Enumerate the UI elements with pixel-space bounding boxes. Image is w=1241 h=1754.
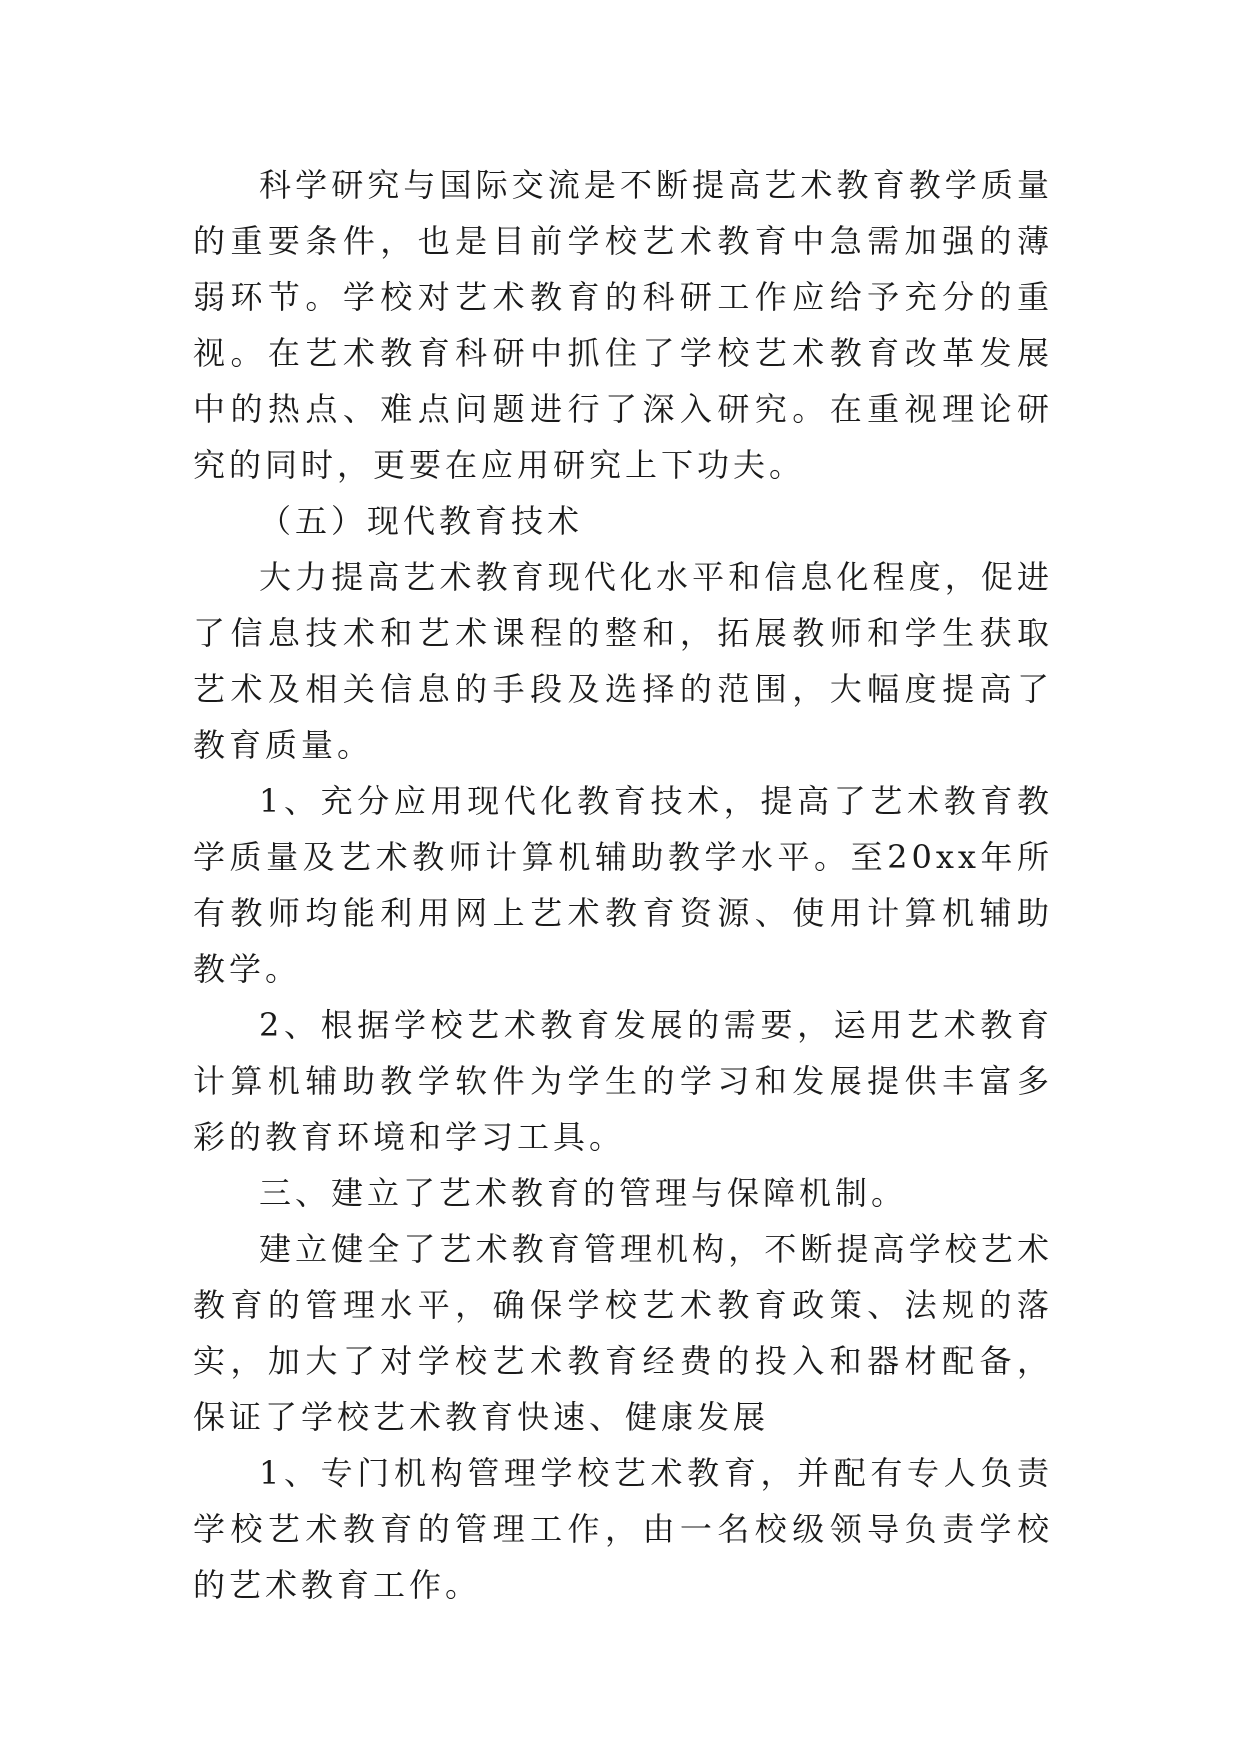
paragraph-item-1-dedicated-staff: 1、专门机构管理学校艺术教育，并配有专人负责学校艺术教育的管理工作，由一名校级领导负责学校的艺术教育工作。 <box>193 1454 1053 1604</box>
paragraph-item-2-software: 2、根据学校艺术教育发展的需要，运用艺术教育计算机辅助教学软件为学生的学习和发展提供丰富多彩的教育环境和学习工具。 <box>193 1006 1053 1156</box>
paragraph-modernization: 大力提高艺术教育现代化水平和信息化程度，促进了信息技术和艺术课程的整和，拓展教师和学生获取艺术及相关信息的手段及选择的范围，大幅度提高了教育质量。 <box>193 558 1053 764</box>
paragraph-research-exchange: 科学研究与国际交流是不断提高艺术教育教学质量的重要条件，也是目前学校艺术教育中急需加强的薄弱环节。学校对艺术教育的科研工作应给予充分的重视。在艺术教育科研中抓住了学校艺术教育改革发展中的热点、难点问题进行了深入研究。在重视理论研究的同时，更要在应用研究上下功夫。 <box>193 166 1053 484</box>
document-body <box>193 157 1053 1613</box>
paragraph-item-1-tech: 1、充分应用现代化教育技术，提高了艺术教育教学质量及艺术教师计算机辅助教学水平。至20xx年所有教师均能利用网上艺术教育资源、使用计算机辅助教学。 <box>193 782 1053 988</box>
section-heading-modern-tech: （五）现代教育技术 <box>259 502 584 540</box>
paragraph-management-institution: 建立健全了艺术教育管理机构，不断提高学校艺术教育的管理水平，确保学校艺术教育政策、法规的落实，加大了对学校艺术教育经费的投入和器材配备，保证了学校艺术教育快速、健康发展 <box>193 1230 1053 1436</box>
section-heading-management: 三、建立了艺术教育的管理与保障机制。 <box>259 1174 908 1212</box>
